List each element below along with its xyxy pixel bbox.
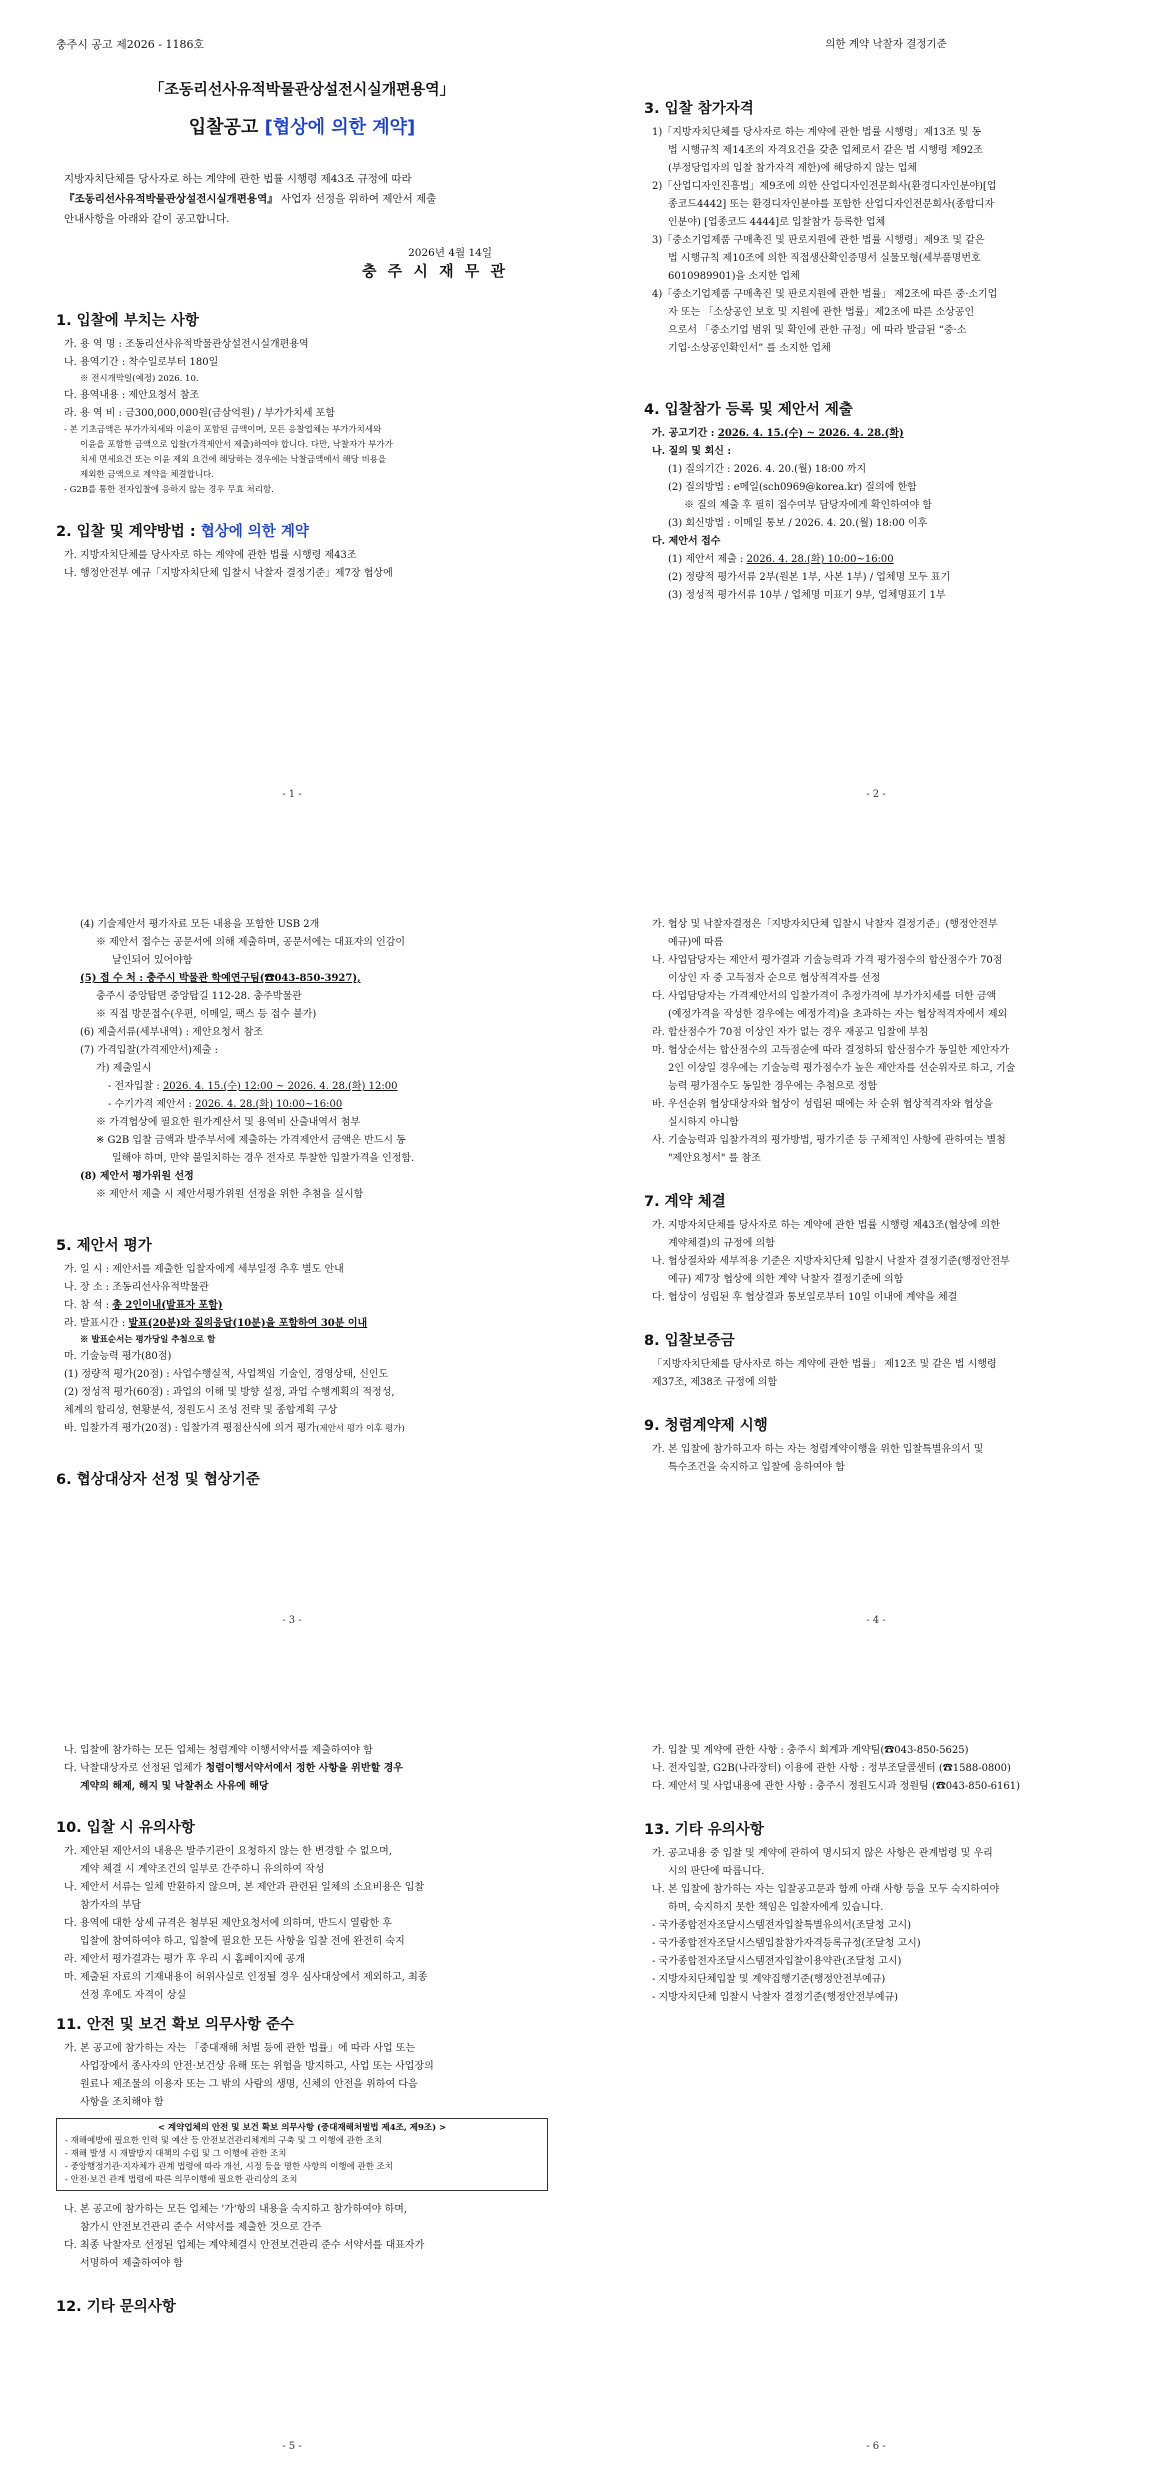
note: ※ 직접 방문접수(우편, 이메일, 팩스 등 접수 불가): [96, 1009, 317, 1020]
list-item: - 전자입찰 : 2026. 4. 15.(수) 12:00 ~ 2026. 4. 28.(화) 12:00: [108, 1081, 398, 1092]
announcement-date: 2026년 4월 14일: [408, 247, 492, 259]
note: ※ 전시개막일(예정) 2026. 10.: [80, 374, 199, 384]
note: ※ 가격협상에 필요한 원가계산서 및 용역비 산출내역서 첨부: [96, 1117, 361, 1128]
note: - 본 기초금액은 부가가치세와 이윤이 포함된 금액이며, 모든 응찰업체는 부가가치세와: [64, 425, 382, 435]
section-heading: 10. 입찰 시 유의사항: [56, 1820, 195, 1836]
note: - G2B를 통한 전자입찰에 응하지 않는 경우 무효 처리함.: [64, 485, 274, 495]
note: ※ 제안서 제출 시 제안서평가위원 선정을 위한 추첨을 실시함: [96, 1189, 364, 1200]
safety-obligations-box: [56, 2118, 548, 2191]
list-item: 가. 지방자치단체를 당사자로 하는 계약에 관한 법률 시행령 제43조(협상에 의한: [652, 1220, 1000, 1231]
page-4: [584, 826, 1168, 1652]
note: ※ 제안서 접수는 공문서에 의해 제출하며, 공문서에는 대표자의 인감이: [96, 937, 406, 948]
list-item: 가. 입찰 및 계약에 관한 사항 : 충주시 회계과 계약팀(☎043-850-5625): [652, 1745, 969, 1756]
list-item: 실시하지 아니함: [668, 1117, 739, 1128]
list-item: 종코드4442] 또는 환경디자인분야를 포함한 산업디자인전문회사(종합디자: [668, 199, 995, 210]
section-heading: 9. 청렴계약제 시행: [644, 1418, 768, 1434]
list-item: (2) 정량적 평가서류 2부(원본 1부, 사본 1부) / 업체명 모두 표기: [668, 572, 951, 583]
list-item: 나. 전자입찰, G2B(나라장터) 이용에 관한 사항 : 정부조달콜센터 (☎1588-0800): [652, 1763, 1011, 1774]
note: ※ G2B 입찰 금액과 발주부서에 제출하는 가격제안서 금액은 반드시 동: [96, 1135, 406, 1146]
list-item: 사업장에서 종사자의 안전·보건상 유해 또는 위험을 방지하고, 사업 또는 사업장의: [80, 2061, 434, 2072]
list-item: 다. 용역에 대한 상세 규격은 첨부된 제안요청서에 의하며, 반드시 열람한 후: [64, 1918, 392, 1929]
list-item: 예규) 제7장 협상에 의한 계약 낙찰자 결정기준에 의함: [668, 1274, 904, 1285]
list-item: (예정가격을 작성한 경우에는 예정가격)을 초과하는 자는 협상적격자에서 제외: [668, 1009, 1008, 1020]
section-heading: 1. 입찰에 부치는 사항: [56, 313, 199, 329]
list-item: 충주시 중앙탑면 중앙탑길 112-28. 충주박물관: [96, 991, 302, 1002]
list-item: 가. 협상 및 낙찰자결정은「지방자치단체 입찰시 낙찰자 결정기준」(행정안전부: [652, 919, 998, 930]
issuing-organization: 충 주 시 재 무 관: [361, 262, 508, 280]
list-item: 마. 기술능력 평가(80점): [64, 1351, 172, 1362]
section-heading: 7. 계약 체결: [644, 1194, 726, 1210]
list-item: (2) 질의방법 : e메일(sch0969@korea.kr) 질의에 한함: [668, 482, 917, 493]
page-number: - 3 -: [282, 1615, 302, 1626]
list-item: 특수조건을 숙지하고 입찰에 응하여야 함: [668, 1462, 845, 1473]
box-item: - 중앙행정기관·지자체가 관계 법령에 따라 개선, 시정 등을 명한 사항의 이행에 관한 조치: [65, 2162, 394, 2172]
list-item: 라. 발표시간 : 발표(20분)와 질의응답(10분)을 포함하여 30분 이내: [64, 1318, 368, 1329]
page-3: [0, 826, 584, 1652]
section-heading: 8. 입찰보증금: [644, 1333, 735, 1349]
note: 치세 면세요건 또는 이윤 제외 요건에 해당하는 경우에는 낙찰금액에서 해당 비용을: [80, 455, 387, 465]
list-item: 입찰에 참여하여야 하고, 입찰에 필요한 모든 사항을 입찰 전에 완전히 숙지: [80, 1936, 405, 1947]
continued-header: 의한 계약 낙찰자 결정기준: [825, 38, 947, 50]
list-item: 다. 최종 낙찰자로 선정된 업체는 계약체결시 안전보건관리 준수 서약서를 대표자가: [64, 2240, 425, 2251]
list-item: 법 시행규칙 제14조의 자격요건을 갖춘 업체로서 같은 법 시행령 제92조: [668, 145, 983, 156]
list-item: 이상인 자 중 고득점자 순으로 협상적격자를 선정: [668, 973, 881, 984]
list-item: - 국가종합전자조달시스템전자입찰이용약관(조달청 고시): [652, 1956, 902, 1967]
list-item: 나. 제안서 서류는 일체 반환하지 않으며, 본 제안과 관련된 일체의 소요비용은 입찰: [64, 1882, 425, 1893]
list-item: (1) 질의기간 : 2026. 4. 20.(월) 18:00 까지: [668, 464, 867, 475]
list-item: 나. 협상절차와 세부적용 기준은 지방자치단체 입찰시 낙찰자 결정기준(행정안전부: [652, 1256, 1010, 1267]
section-heading: 5. 제안서 평가: [56, 1238, 152, 1254]
list-item: 마. 제출된 자료의 기재내용이 허위사실로 인정될 경우 심사대상에서 제외하고, 최종: [64, 1972, 428, 1983]
note: ※ 발표순서는 평가당일 추첨으로 함: [80, 1335, 216, 1345]
list-item: - 수기가격 제안서 : 2026. 4. 28.(화) 10:00~16:00: [108, 1099, 343, 1110]
list-item: 서명하여 제출하여야 함: [80, 2258, 183, 2269]
list-item: (8) 제안서 평가위원 선정: [80, 1171, 194, 1182]
list-item: 하며, 숙지하지 못한 책임은 입찰자에게 있습니다.: [668, 1902, 884, 1913]
list-item: 인분야) [업종코드 4444]로 입찰참가 등록한 업체: [668, 217, 886, 228]
page-2: [584, 0, 1168, 826]
list-item: 다. 제안서 접수: [652, 536, 721, 547]
list-item: 나. 본 공고에 참가하는 모든 업체는 '가'항의 내용을 숙지하고 참가하여야 하며,: [64, 2204, 408, 2215]
note: ※ 질의 제출 후 필히 접수여부 담당자에게 확인하여야 함: [684, 500, 932, 511]
list-item: 가) 제출일시: [96, 1063, 152, 1074]
section-heading: 6. 협상대상자 선정 및 협상기준: [56, 1472, 260, 1488]
paragraph: 「지방자치단체를 당사자로 하는 계약에 관한 법률」 제12조 및 같은 법 시행령: [652, 1359, 997, 1370]
notice-number: 충주시 공고 제2026 - 1186호: [56, 38, 205, 51]
list-item: 가. 일 시 : 제안서를 제출한 입찰자에게 세부일정 추후 별도 안내: [64, 1264, 344, 1275]
project-title: 「조동리선사유적박물관상설전시실개편용역」: [149, 80, 455, 98]
list-item: 계약체결)의 규정에 의함: [668, 1238, 775, 1249]
list-item: 2)「산업디자인진흥법」제9조에 의한 산업디자인전문회사(환경디자인분야)[업: [652, 181, 997, 192]
list-item: 기업·소상공인확인서” 를 소지한 업체: [668, 343, 831, 354]
list-item: 참가시 안전보건관리 준수 서약서를 제출한 것으로 간주: [80, 2222, 322, 2233]
note: 일해야 하며, 만약 불일치하는 경우 전자로 투찰한 입찰가격을 인정함.: [112, 1153, 415, 1164]
list-item: 참가자의 부담: [80, 1900, 142, 1911]
list-item: 다. 제안서 및 사업내용에 관한 사항 : 충주시 정원도시과 정원팀 (☎043-850-6161): [652, 1781, 1021, 1792]
list-item: 다. 사업담당자는 가격제안서의 입찰가격이 추정가격에 부가가치세를 더한 금액: [652, 991, 997, 1002]
page-number: - 5 -: [282, 2441, 302, 2452]
list-item: 1)「지방자치단체를 당사자로 하는 계약에 관한 법률 시행령」제13조 및 동: [652, 127, 982, 138]
list-item: 선정 후에도 자격이 상실: [80, 1990, 187, 2001]
list-item: (2) 정성적 평가(60점) : 과업의 이해 및 방향 설정, 과업 수행계획의 적정성,: [64, 1387, 395, 1398]
list-item: 사. 기술능력과 입찰가격의 평가방법, 평가기준 등 구체적인 사항에 관하여는 별첨: [652, 1135, 1006, 1146]
list-item: (7) 가격입찰(가격제안서)제출 :: [80, 1045, 218, 1056]
list-item: 라. 용 역 비 : 금300,000,000원(금삼억원) / 부가가치세 포함: [64, 408, 335, 419]
box-item: - 안전·보건 관계 법령에 따른 의무이행에 필요한 관리상의 조치: [65, 2175, 298, 2185]
box-title: < 계약업체의 안전 및 보건 확보 의무사항 (중대재해처벌법 제4조, 제9조) >: [157, 2123, 447, 2133]
list-item: 마. 협상순서는 합산점수의 고득점순에 따라 결정하되 합산점수가 동일한 제안자가: [652, 1045, 1010, 1056]
list-item: 법 시행규칙 제10조에 의한 직접생산확인증명서 실물모형(세부품명번호: [668, 253, 981, 264]
list-item: - 국가종합전자조달시스템입찰참가자격등록규정(조달청 고시): [652, 1938, 921, 1949]
list-item: 가. 공고내용 중 입찰 및 계약에 관하여 명시되지 않은 사항은 관계법령 및 우리: [652, 1848, 993, 1859]
list-item: (부정당업자의 입찰 참가자격 제한)에 해당하지 않는 업체: [668, 163, 918, 174]
list-item: 가. 공고기간 : 2026. 4. 15.(수) ~ 2026. 4. 28.(화): [652, 428, 904, 439]
announcement-title: 입찰공고 [협상에 의한 계약]: [188, 117, 416, 138]
list-item: 나. 입찰에 참가하는 모든 업체는 청렴계약 이행서약서를 제출하여야 함: [64, 1745, 373, 1756]
page-6: [584, 1652, 1168, 2478]
list-item: 체계의 합리성, 현황분석, 정원도시 조성 전략 및 종합계획 구상: [64, 1405, 338, 1416]
list-item: "제안요청서" 를 참조: [668, 1153, 761, 1164]
list-item: 라. 합산점수가 70점 이상인 자가 없는 경우 재공고 입찰에 부침: [652, 1027, 929, 1038]
list-item: 계약의 해제, 해지 및 낙찰취소 사유에 해당: [80, 1781, 269, 1792]
list-item: 사항을 조치해야 함: [80, 2097, 164, 2108]
list-item: 나. 사업담당자는 제안서 평가결과 기술능력과 가격 평가점수의 합산점수가 70점: [652, 955, 1003, 966]
list-item: 자 또는 「소상공인 보호 및 지원에 관한 법률」제2조에 따른 소상공인: [668, 307, 975, 318]
list-item: 바. 입찰가격 평가(20점) : 입찰가격 평점산식에 의거 평가(제안서 평가 이후 평가): [64, 1423, 405, 1434]
section-heading: 12. 기타 문의사항: [56, 2299, 176, 2315]
list-item: (4) 기술제안서 평가자료 모든 내용을 포함한 USB 2개: [80, 919, 320, 930]
list-item: 나. 행정안전부 예규「지방자치단체 입찰시 낙찰자 결정기준」제7장 협상에: [64, 568, 393, 579]
page-number: - 1 -: [282, 789, 302, 800]
list-item: 나. 본 입찰에 참가하는 자는 입찰공고문과 함께 아래 사항 등을 모두 숙지하여야: [652, 1884, 1000, 1895]
box-item: - 재해 발생 시 재발방지 대책의 수립 및 그 이행에 관한 조치: [65, 2149, 287, 2159]
note: 날인되어 있어야함: [112, 955, 193, 966]
list-item: (1) 제안서 제출 : 2026. 4. 28.(화) 10:00~16:00: [668, 554, 894, 565]
page-number: - 4 -: [866, 1615, 886, 1626]
list-item: 다. 협상이 성립된 후 협상결과 통보일로부터 10일 이내에 계약을 체결: [652, 1292, 958, 1303]
list-item: 6010989901)을 소지한 업체: [668, 271, 800, 282]
list-item: 바. 우선순위 협상대상자와 협상이 성립된 때에는 차 순위 협상적격자와 협상을: [652, 1099, 993, 1110]
list-item: 능력 평가점수도 동일한 경우에는 추첨으로 정함: [668, 1081, 878, 1092]
list-item: 다. 용역내용 : 제안요청서 참조: [64, 390, 200, 401]
list-item: 라. 제안서 평가결과는 평가 후 우리 시 홈페이지에 공개: [64, 1954, 306, 1965]
list-item: 4)「중소기업제품 구매촉진 및 판로지원에 관한 법률」 제2조에 따른 중·소기업: [652, 289, 998, 300]
page-5: [0, 1652, 584, 2478]
section-heading: 11. 안전 및 보건 확보 의무사항 준수: [56, 2017, 295, 2033]
note: 이윤을 포함한 금액으로 입찰(가격제안서 제출)하여야 합니다. 다만, 낙찰자가 부가가: [80, 440, 393, 450]
list-item: (5) 접 수 처 : 충주시 박물관 학예연구팀(☎043-850-3927),: [80, 973, 361, 984]
list-item: 나. 질의 및 회신 :: [652, 446, 732, 457]
list-item: - 국가종합전자조달시스템전자입찰특별유의서(조달청 고시): [652, 1920, 912, 1931]
list-item: 다. 참 석 : 총 2인이내(발표자 포함): [64, 1300, 223, 1311]
list-item: 예규)에 따름: [668, 937, 724, 948]
list-item: - 지방자치단체입찰 및 계약집행기준(행정안전부예규): [652, 1974, 886, 1985]
page-number: - 2 -: [866, 789, 886, 800]
list-item: 가. 본 공고에 참가하는 자는 「중대재해 처벌 등에 관한 법률」에 따라 사업 또는: [64, 2043, 416, 2054]
list-item: 가. 지방자치단체를 당사자로 하는 계약에 관한 법률 시행령 제43조: [64, 550, 357, 561]
list-item: 원료나 제조물의 이용자 또는 그 밖의 사람의 생명, 신체의 안전을 위하여 다음: [80, 2079, 418, 2090]
list-item: 다. 낙찰대상자로 선정된 업체가 청렴이행서약서에서 정한 사항을 위반할 경우: [64, 1763, 403, 1774]
section-heading: 2. 입찰 및 계약방법 : 협상에 의한 계약: [56, 524, 309, 540]
list-item: 2인 이상일 경우에는 기술능력 평가점수가 높은 제안자를 선순위자로 하고, 기술: [668, 1063, 1016, 1074]
section-heading: 13. 기타 유의사항: [644, 1822, 764, 1838]
list-item: (6) 제출서류(세부내역) : 제안요청서 참조: [80, 1027, 263, 1038]
list-item: 가. 용 역 명 : 조동리선사유적박물관상설전시실개편용역: [64, 339, 309, 350]
page-1: [0, 0, 584, 826]
section-heading: 3. 입찰 참가자격: [644, 101, 754, 117]
list-item: 가. 본 입찰에 참가하고자 하는 자는 청렴계약이행을 위한 입찰특별유의서 및: [652, 1444, 984, 1455]
list-item: 계약 체결 시 계약조건의 일부로 간주하니 유의하여 작성: [80, 1864, 325, 1875]
intro-paragraph: 지방자치단체를 당사자로 하는 계약에 관한 법률 시행령 제43조 규정에 따라 『조동리선사유적박물관상설전시실개편용역』 사업자 선정을 위하여 제안서 제출 안내사항을 아래와 같이 공고합니다.: [64, 173, 437, 225]
list-item: 가. 제안된 제안서의 내용은 발주기관이 요청하지 않는 한 변경할 수 없으며,: [64, 1846, 392, 1857]
list-item: 나. 용역기간 : 착수일로부터 180일: [64, 357, 219, 368]
list-item: - 지방자치단체 입찰시 낙찰자 결정기준(행정안전부예규): [652, 1992, 899, 2003]
list-item: (1) 정량적 평가(20점) : 사업수행실적, 사업책임 기술인, 경영상태, 신인도: [64, 1369, 389, 1380]
note: 제외한 금액으로 계약을 체결합니다.: [80, 470, 214, 480]
list-item: 시의 판단에 따릅니다.: [668, 1866, 765, 1877]
list-item: (3) 정성적 평가서류 10부 / 업체명 미표기 9부, 업체명표기 1부: [668, 590, 946, 601]
box-item: - 재해예방에 필요한 인력 및 예산 등 안전보건관리체계의 구축 및 그 이행에 관한 조치: [65, 2136, 383, 2146]
list-item: 나. 장 소 : 조동리선사유적박물관: [64, 1282, 209, 1293]
page-number: - 6 -: [866, 2441, 886, 2452]
list-item: (3) 회신방법 : 이메일 통보 / 2026. 4. 20.(월) 18:00 이후: [668, 518, 928, 529]
list-item: 으로서 「중소기업 범위 및 확인에 관한 규정」에 따라 발급된 “중·소: [668, 325, 967, 336]
section-heading: 4. 입찰참가 등록 및 제안서 제출: [644, 402, 853, 418]
list-item: 3)「중소기업제품 구매촉진 및 판로지원에 관한 법률 시행령」제9조 및 같은: [652, 235, 985, 246]
paragraph: 제37조, 제38조 규정에 의함: [652, 1377, 778, 1388]
contract-type-label: [협상에 의한 계약]: [264, 117, 416, 138]
